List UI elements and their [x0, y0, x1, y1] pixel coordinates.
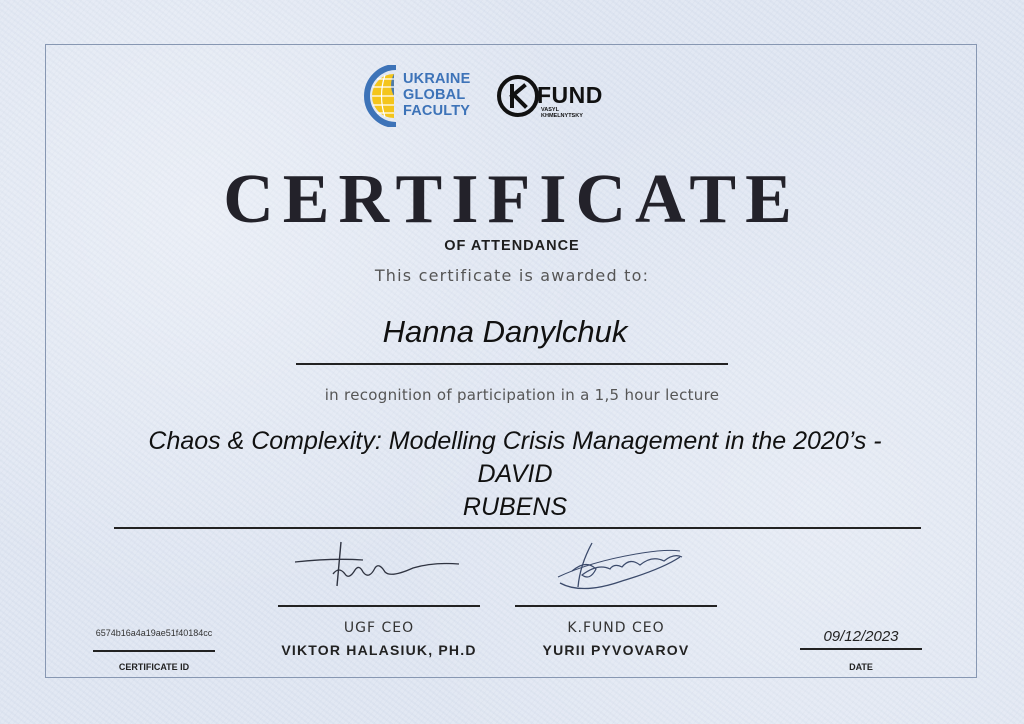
kfund-logo-sub2: KHMELNYTSKY	[541, 113, 583, 119]
recipient-underline	[296, 363, 728, 365]
date-line	[800, 648, 922, 650]
divider-line	[114, 527, 921, 529]
signature-kfund-ceo	[552, 535, 687, 601]
date-value: 09/12/2023	[823, 628, 899, 645]
certificate-id-value: 6574b16a4a19ae51f40184cc	[95, 628, 213, 638]
signature-line-ugf-ceo	[278, 605, 480, 607]
signatory-name-ugf: VIKTOR HALASIUK, PH.D	[281, 642, 477, 658]
signature-ugf-ceo	[293, 536, 463, 596]
lecture-title-line1: Chaos & Complexity: Modelling Crisis Management in the 2020’s - DAVID	[148, 427, 882, 488]
ugf-logo-line2: GLOBAL	[403, 87, 466, 103]
certificate-id-line	[93, 650, 215, 652]
k-circle-icon	[497, 72, 541, 120]
certificate-subtitle: OF ATTENDANCE	[444, 238, 580, 254]
signatory-name-kfund: YURII PYVOVAROV	[542, 642, 690, 658]
kfund-logo-sub1: VASYL	[541, 107, 559, 113]
signatory-role-kfund: K.FUND CEO	[567, 620, 665, 636]
recognition-text: in recognition of participation in a 1,5 hour lecture	[324, 386, 720, 404]
recipient-name: Hanna Danylchuk	[382, 314, 628, 349]
kfund-logo-subtitle	[541, 107, 583, 119]
awarded-text: This certificate is awarded to:	[374, 266, 650, 285]
ugf-logo-line1: UKRAINE	[403, 71, 471, 87]
kfund-logo-word: FUND	[537, 82, 603, 108]
certificate-title: CERTIFICATE	[223, 161, 801, 238]
ukraine-global-faculty-logo	[363, 65, 473, 127]
signatory-role-ugf: UGF CEO	[343, 620, 415, 636]
ugf-logo-line3: FACULTY	[403, 103, 471, 119]
signature-line-kfund-ceo	[515, 605, 717, 607]
ugf-logo-text	[403, 71, 483, 119]
lecture-title	[110, 425, 920, 524]
date-label: DATE	[849, 662, 873, 672]
certificate-id-label: CERTIFICATE ID	[118, 662, 190, 672]
certificate-border	[45, 44, 977, 678]
kfund-logo	[497, 72, 637, 120]
lecture-title-line2: RUBENS	[462, 493, 568, 521]
globe-icon	[363, 65, 403, 127]
